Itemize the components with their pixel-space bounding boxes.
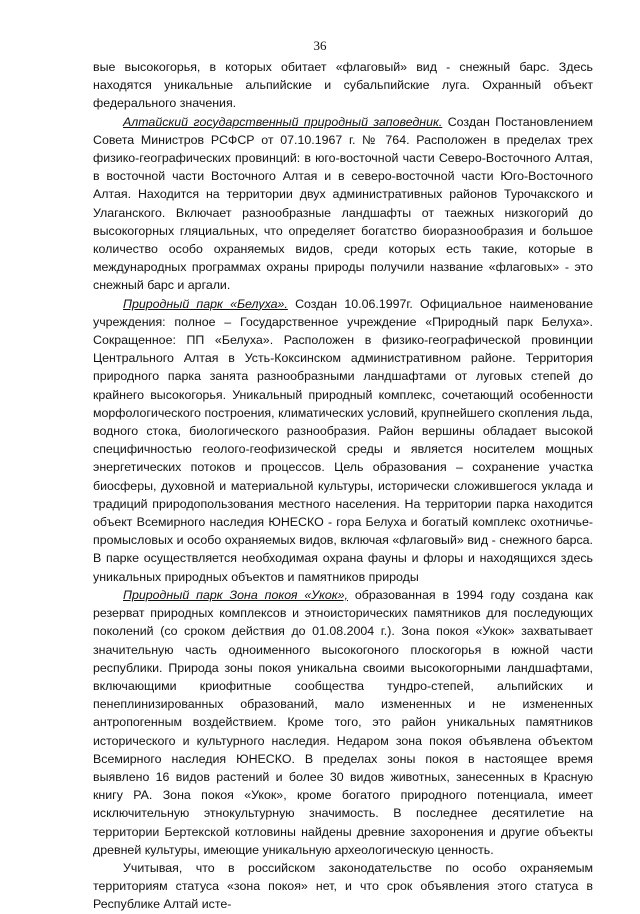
body-text xyxy=(93,58,593,914)
paragraph-altai-reserve xyxy=(93,113,593,295)
section-heading-belukha-park: Природный парк «Белуха». xyxy=(123,296,288,311)
paragraph-text: Создан 10.06.1997г. Официальное наименование учреждения: полное – Государственное учреждение «Природный парк Белуха». Сокращенное: ПП «Белуха». Расположен в физико-географической провинции Центрального Алтая в Усть-Коксинском административном районе. Территория природного парка занята разнообразными ландшафтами от луговых степей до крайнего высокогорья. Уникальный природный комплекс, сочетающий особенности морфологического построения, климатических условий, крупнейшего скопления льда, водного стока, биологического разнообразия. Район вершины обладает высокой специфичностью геолого-геофизической среды и является носителем мощных энергетических потоков и процессов. Цель образования – сохранение участка биосферы, духовной и материальной культуры, исторически сложившегося уклада и традиций природопользования местного населения. На территории парка находится объект Всемирного наследия ЮНЕСКО - гора Белуха и богатый комплекс охотничье-промысловых и особо охраняемых видов, включая «флаговый» вид - снежного барса. В парке осуществляется необходимая охрана фауны и флоры и находящихся здесь уникальных природных объектов и памятников природы xyxy=(93,296,593,584)
paragraph-text: Учитывая, что в российском законодательстве по особо охраняемым территориям статуса «зона покоя» нет, и что срок объявления этого статуса в Республике Алтай исте- xyxy=(93,860,593,912)
paragraph-ukok-zone xyxy=(93,586,593,859)
paragraph-legislation xyxy=(93,859,593,914)
paragraph-belukha-park xyxy=(93,295,593,586)
paragraph-text: вые высокогорья, в которых обитает «флаговый» вид - снежный барс. Здесь находятся уникальные альпийские и субальпийские луга. Охранный объект федерального значения. xyxy=(93,60,593,111)
section-heading-ukok-zone: Природный парк Зона покоя «Укок», xyxy=(123,587,348,602)
paragraph-text: образованная в 1994 году создана как резерват природных комплексов и этноисторических памятников для последующих поколений (со сроком действия до 01.08.2004 г.). Зона покоя «Укок» захватывает значительную часть одноименного высокогоного плоскогорья в южной части республики. Природа зоны покоя уникальна своими высокогорными ландшафтами, включающими криофитные сообщества тундро-степей, альпийских и пенеплинизированных образований, мало измененных и не измененных антропогенным воздействием. Кроме того, это район уникальных памятников исторического и культурного наследия. Недаром зона покоя объявлена объектом Всемирного наследия ЮНЕСКО. В пределах зоны покоя в настоящее время выявлено 16 видов растений и более 30 видов животных, занесенных в Красную книгу РА. Зона покоя «Укок», кроме богатого природного потенциала, имеет исключительную этнокультурную значимость. В последнее десятилетие на территории Бертекской котловины найдены древние захоронения и другие объекты древней культуры, имеющие уникальную археологическую ценность. xyxy=(93,587,593,857)
page-number: 36 xyxy=(313,38,327,53)
paragraph-text: Создан Постановлением Совета Министров РСФСР от 07.10.1967 г. № 764. Расположен в пределах трех физико-географических провинций: в юго-восточной части Северо-Восточного Алтая, в восточной части Восточного Алтая и в северо-восточной части Юго-Восточного Алтая. Находится на территории двух административных районов Турочакского и Улаганского. Включает разнообразные ландшафты от таежных низкогорий до высокогорных гляциальных, что определяет богатство биоразнообразия и большое количество особо охраняемых видов, среди которых есть такие, которые в международных программах охраны природы получили название «флаговых» - это снежный барс и аргали. xyxy=(93,114,593,293)
section-heading-altai-reserve: Алтайский государственный природный заповедник. xyxy=(123,114,443,129)
paragraph-continuation xyxy=(93,58,593,113)
